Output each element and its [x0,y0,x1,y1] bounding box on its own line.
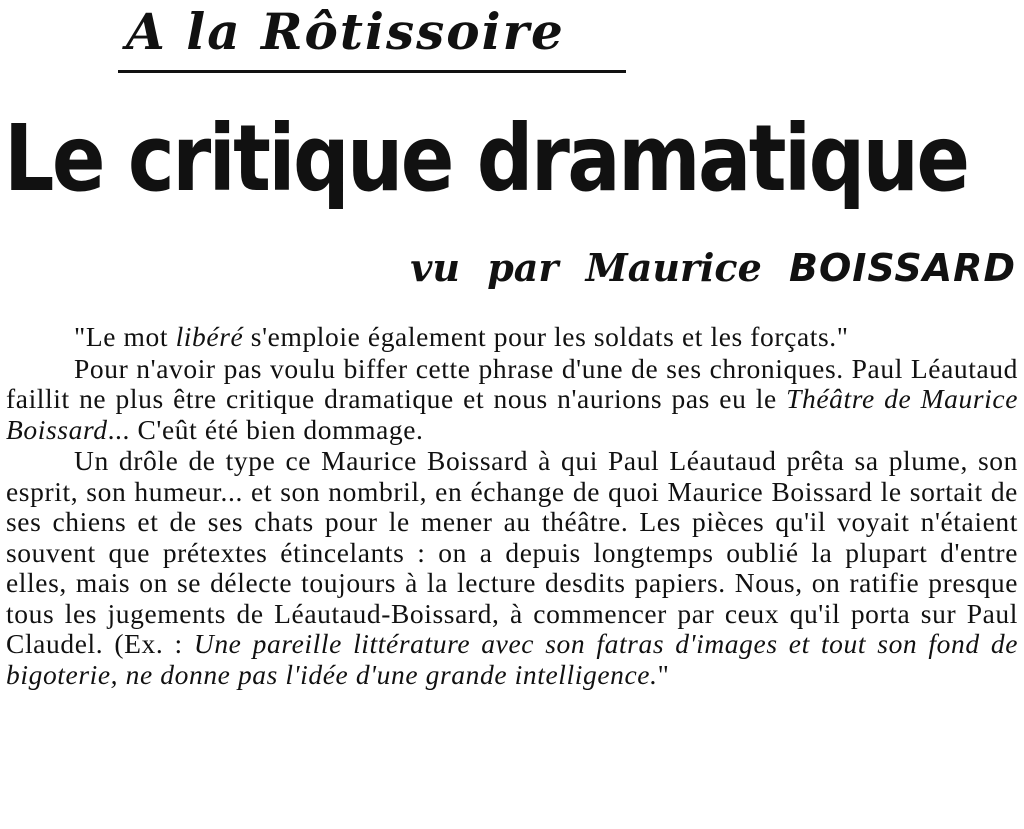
rubric-underline [118,70,626,73]
article-paragraph-1 [6,322,1018,353]
paragraph-3-text-end: " [657,658,670,690]
rubric-title: A la Rôtissoire [126,2,565,61]
paragraph-2-italic: Théâtre de Maurice Boissard [6,383,1018,445]
paragraph-1-text-start: "Le mot [74,321,176,352]
byline-author: BOISSARD [788,246,1016,290]
article-paragraph-2 [6,354,1018,446]
paragraph-1-italic: libéré [175,321,244,352]
paragraph-1-text-end: s'emploie également pour les soldats et les forçats." [243,321,849,352]
paragraph-3-italic: Une pareille littérature avec son fatras d'images et tout son fond de bigoterie, ne donne pas l'idée d'une grande intelligence. [6,628,1018,690]
byline-prefix: vu par Maurice [410,245,762,290]
paragraph-2-text-end: ... C'eût été bien dommage. [107,413,424,445]
paragraph-3-text-start: Un drôle de type ce Maurice Boissard à qui Paul Léautaud prêta sa plume, son esprit, son humeur... et son nombril, en échange de quoi Maurice Boissard le sortait de ses chiens et de ses chats pour le mener au théâtre. Les pièces qu'il voyait n'étaient souvent que prétextes étincelants : on a depuis longtemps oublié la plupart d'entre elles, mais on se délecte toujours à la lecture desdits papiers. Nous, on ratifie presque tous les jugements de Léautaud-Boissard, à commencer par ceux qu'il porta sur Paul Claudel. (Ex. : [6,445,1018,659]
article-body [6,322,1018,690]
rubric-header [118,0,628,80]
article-headline: Le critique dramatique [4,105,968,212]
byline [410,244,1016,292]
article-paragraph-3 [6,446,1018,690]
paragraph-2-text-start: Pour n'avoir pas voulu biffer cette phrase d'une de ses chroniques. Paul Léautaud faillit ne plus être critique dramatique et nous n'aurions pas eu le [6,352,1018,414]
